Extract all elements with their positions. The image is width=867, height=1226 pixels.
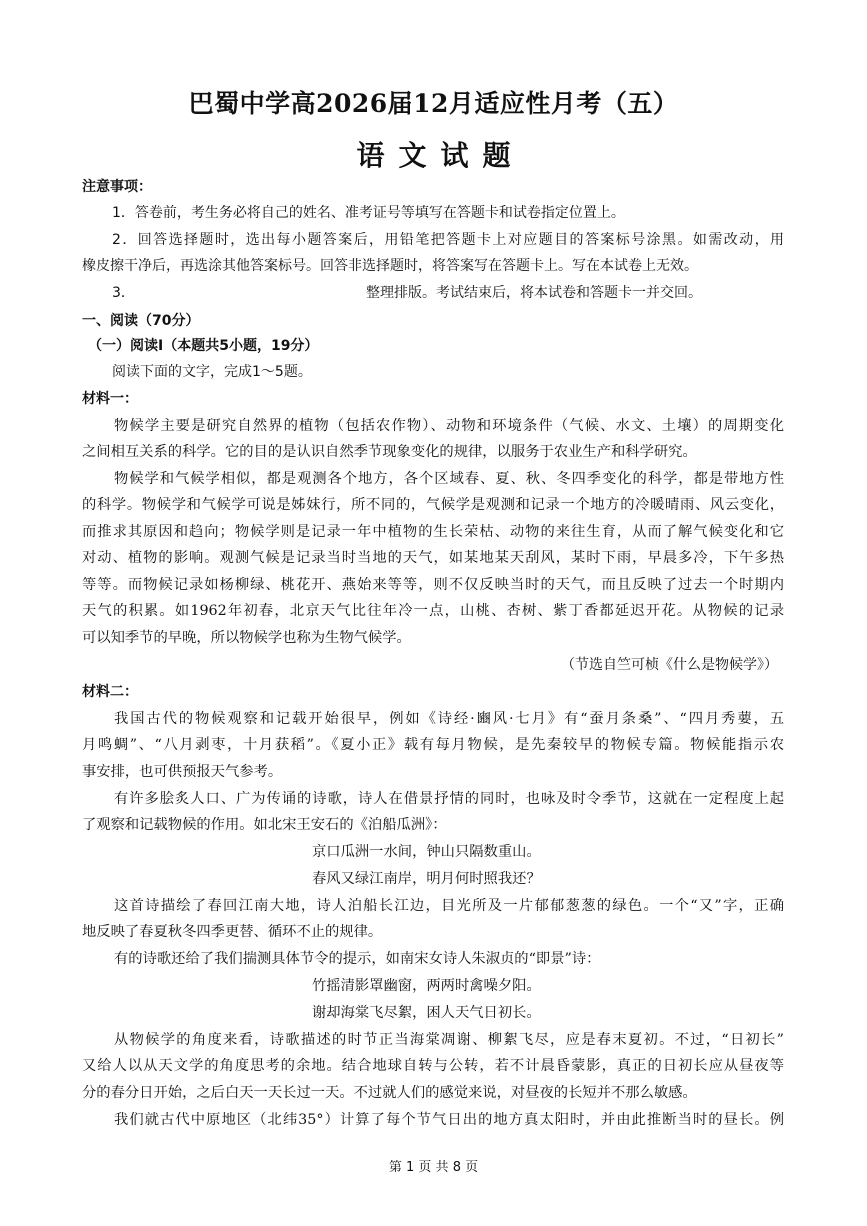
notice-item-2-line-1: 2．回答选择题时，选出每小题答案后，用铅笔把答题卡上对应题目的答案标号涂黑。如需改动，用: [112, 232, 784, 248]
material-2-line: 从物候学的角度来看，诗歌描述的时节正当海棠凋谢、柳絮飞尽，应是春末夏初。不过，“日初长”: [114, 1032, 784, 1048]
material-2-label: 材料二：: [82, 684, 138, 700]
poem-2-line: 谢却海棠飞尽絮，困人天气日初长。: [312, 1005, 541, 1021]
poem-2-line: 竹摇清影罩幽窗，两两时禽噪夕阳。: [312, 978, 541, 994]
material-1-label: 材料一：: [82, 391, 138, 407]
notice-heading: 注意事项：: [82, 179, 152, 195]
notice-item-1: 1．答卷前，考生务必将自己的姓名、准考证号等填写在答题卡和试卷指定位置上。: [112, 205, 625, 221]
poem-1-line: 京口瓜洲一水间，钟山只隔数重山。: [312, 844, 541, 860]
notice-item-3-number: 3．: [112, 285, 135, 301]
exam-title: 巴蜀中学高2026届12月适应性月考（五）: [188, 89, 679, 118]
material-1-line: 天气的积累。如1962年初春，北京天气比往年冷一点，山桃、杏树、紫丁香都延迟开花。从物候的记录: [82, 603, 784, 619]
material-1-line: 物候学主要是研究自然界的植物（包括农作物）、动物和环境条件（气候、水文、土壤）的周期变化: [114, 418, 784, 434]
subsection-heading: （一）阅读Ⅰ（本题共5小题，19分）: [88, 338, 319, 354]
material-1-line: 可以知季节的早晚，所以物候学也称为生物气候学。: [82, 630, 411, 646]
material-2-line: 这首诗描绘了春回江南大地，诗人泊船长江边，目光所及一片郁郁葱葱的绿色。一个“又”字，正确: [114, 898, 784, 914]
material-1-line: 的科学。物候学和气候学可说是姊妹行，所不同的，气候学是观测和记录一个地方的冷暖晴雨、风云变化，: [82, 497, 784, 513]
reading-instruction: 阅读下面的文字，完成1～5题。: [112, 364, 312, 380]
page-number: 第 1 页 共 8 页: [388, 1160, 479, 1175]
material-2-line: 我国古代的物候观察和记载开始很早，例如《诗经·豳风·七月》有“蚕月条桑”、“四月秀葽，五: [114, 711, 784, 727]
material-1-line: 对动、植物的影响。观测气候是记录当时当地的天气，如某地某天刮风，某时下雨，早晨多冷，下午多热: [82, 550, 784, 566]
section-heading: 一、阅读（70分）: [82, 313, 200, 329]
notice-item-3-text: 整理排版。考试结束后，将本试卷和答题卡一并交回。: [366, 285, 702, 301]
material-2-line: 有的诗歌还给了我们揣测具体节令的提示，如南宋女诗人朱淑贞的“即景”诗：: [114, 951, 601, 967]
material-2-line: 分的春分日开始，之后白天一天长过一天。不过就人们的感觉来说，对昼夜的长短并不那么敏感。: [82, 1085, 697, 1101]
material-2-line: 有许多脍炙人口、广为传诵的诗歌，诗人在借景抒情的同时，也咏及时令季节，这就在一定程度上起: [114, 791, 784, 807]
subject-title: 语文试题: [356, 139, 525, 172]
material-2-line: 事安排，也可供预报天气参考。: [82, 764, 283, 780]
material-2-line: 又给人以从天文学的角度思考的余地。结合地球自转与公转，若不计晨昏蒙影，真正的日初长应从昼夜等: [82, 1058, 784, 1074]
material-1-line: 之间相互关系的科学。它的目的是认识自然季节现象变化的规律，以服务于农业生产和科学研究。: [82, 444, 697, 460]
material-1-line: 而推求其原因和趋向；物候学则是记录一年中植物的生长荣枯、动物的来往生育，从而了解气候变化和它: [82, 524, 784, 540]
poem-1-line: 春风又绿江南岸，明月何时照我还？: [312, 871, 541, 887]
material-2-line: 了观察和记载物候的作用。如北宋王安石的《泊船瓜洲》：: [82, 817, 447, 833]
material-2-line: 月鸣蜩”、“八月剥枣，十月获稻”。《夏小正》载有每月物候，是先秦较早的物候专篇。物候能指示农: [82, 737, 784, 753]
material-1-line: 等等。而物候记录如杨柳绿、桃花开、燕始来等等，则不仅反映当时的天气，而且反映了过去一个时期内: [82, 577, 784, 593]
material-1-line: 物候学和气候学相似，都是观测各个地方，各个区域春、夏、秋、冬四季变化的科学，都是带地方性: [114, 471, 784, 487]
notice-item-2-line-2: 橡皮擦干净后，再选涂其他答案标号。回答非选择题时，将答案写在答题卡上。写在本试卷上无效。: [82, 258, 698, 274]
material-1-source: （节选自竺可桢《什么是物候学》）: [561, 657, 778, 673]
material-2-line: 地反映了春夏秋冬四季更替、循环不止的规律。: [82, 924, 383, 940]
material-2-line: 我们就古代中原地区（北纬35°）计算了每个节气日出的地方真太阳时，并由此推断当时的昼长。例: [114, 1112, 784, 1128]
